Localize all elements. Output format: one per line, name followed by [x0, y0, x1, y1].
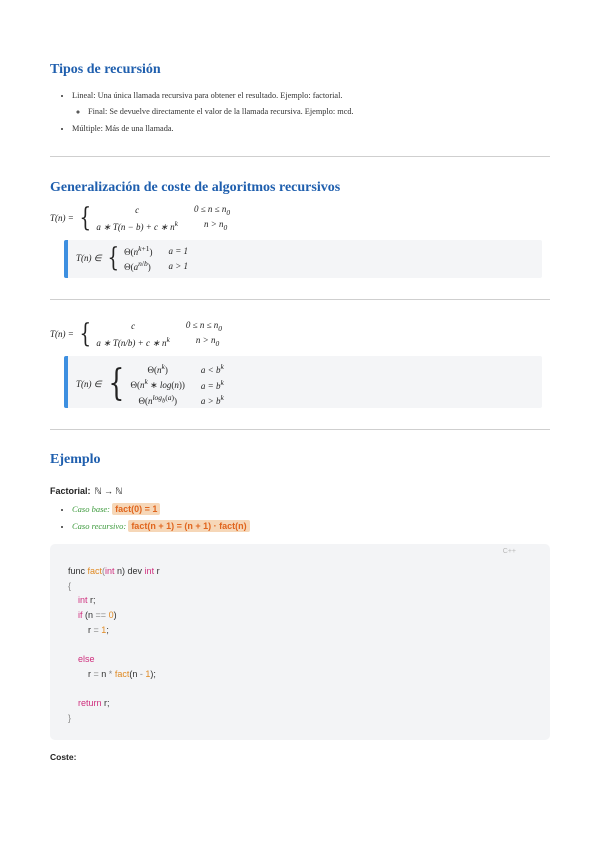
bullet-final: Final: Se devuelve directamente el valor de la llamada recursiva. Ejemplo: mcd. [88, 107, 354, 116]
case-rec-value: fact(n + 1) = (n + 1) · fact(n) [128, 520, 249, 532]
code-content [68, 564, 160, 726]
code-line-6: else [78, 654, 95, 665]
code-block [50, 544, 550, 740]
list-item [88, 107, 354, 117]
list-item [72, 91, 354, 117]
code-line-2: { [68, 580, 72, 591]
formula-cost-division: T(n) ∈ { $\Theta(n^k)$ $a < b^k$ $\Theta(n^k$ ∗ log(n)) $a = b^k$ $\Theta(n^{log_b(a)})$ $a > b^k$ [76, 362, 224, 406]
section-title-generalizacion: Generalización de coste de algoritmos recursivos [50, 180, 341, 195]
divider [50, 299, 550, 300]
code-line-8: return r; [78, 698, 110, 709]
list-item [72, 124, 354, 134]
code-line-9: } [68, 713, 72, 724]
callout-cost-subtraction [64, 240, 542, 278]
recursion-types-list [58, 91, 354, 141]
case-rec-label: Caso recursivo: [72, 521, 127, 531]
case-base-label: Caso base: [72, 504, 111, 514]
code-line-5: r = 1; [88, 624, 109, 635]
code-language-label: C++ [502, 548, 516, 555]
section-title-ejemplo: Ejemplo [50, 452, 101, 467]
section-title-tipos: Tipos de recursión [50, 62, 161, 77]
bullet-lineal: Lineal: Una única llamada recursiva para obtener el resultado. Ejemplo: factorial. [72, 91, 343, 100]
formula-cost-subtraction: T(n) ∈ { $\Theta(n^{k+1})$ a = 1 $\Theta(a^{n/b})$ a > 1 [76, 243, 189, 273]
sub-list [72, 107, 354, 117]
factorial-cases-list [58, 504, 250, 539]
list-item [72, 504, 250, 515]
formula-recurrence-subtraction: T(n) = { c $0 \le n \le n_0$ a ∗ T(n − b) + c ∗ $n^k$ $n > n_0$ [50, 203, 231, 234]
list-item [72, 521, 250, 532]
formula-recurrence-division: T(n) = { c $0 \le n \le n_0$ a ∗ T(n/b) + c ∗ $n^k$ $n > n_0$ [50, 319, 223, 350]
code-line-7: r = n * fact(n - 1); [88, 668, 156, 679]
factorial-label: Factorial: [50, 486, 91, 496]
factorial-heading [50, 481, 122, 499]
case-base-value: fact(0) = 1 [112, 503, 160, 515]
code-line-4: if (n == 0) [78, 610, 117, 621]
code-line-1: func fact(int n) dev int r [68, 566, 160, 576]
factorial-signature: ℕ → ℕ [94, 486, 123, 496]
callout-cost-division [64, 356, 542, 408]
bullet-multiple: Múltiple: Más de una llamada. [72, 124, 174, 133]
coste-label: Coste: [50, 752, 77, 762]
divider [50, 156, 550, 157]
code-line-3: int r; [78, 595, 96, 606]
divider [50, 429, 550, 430]
